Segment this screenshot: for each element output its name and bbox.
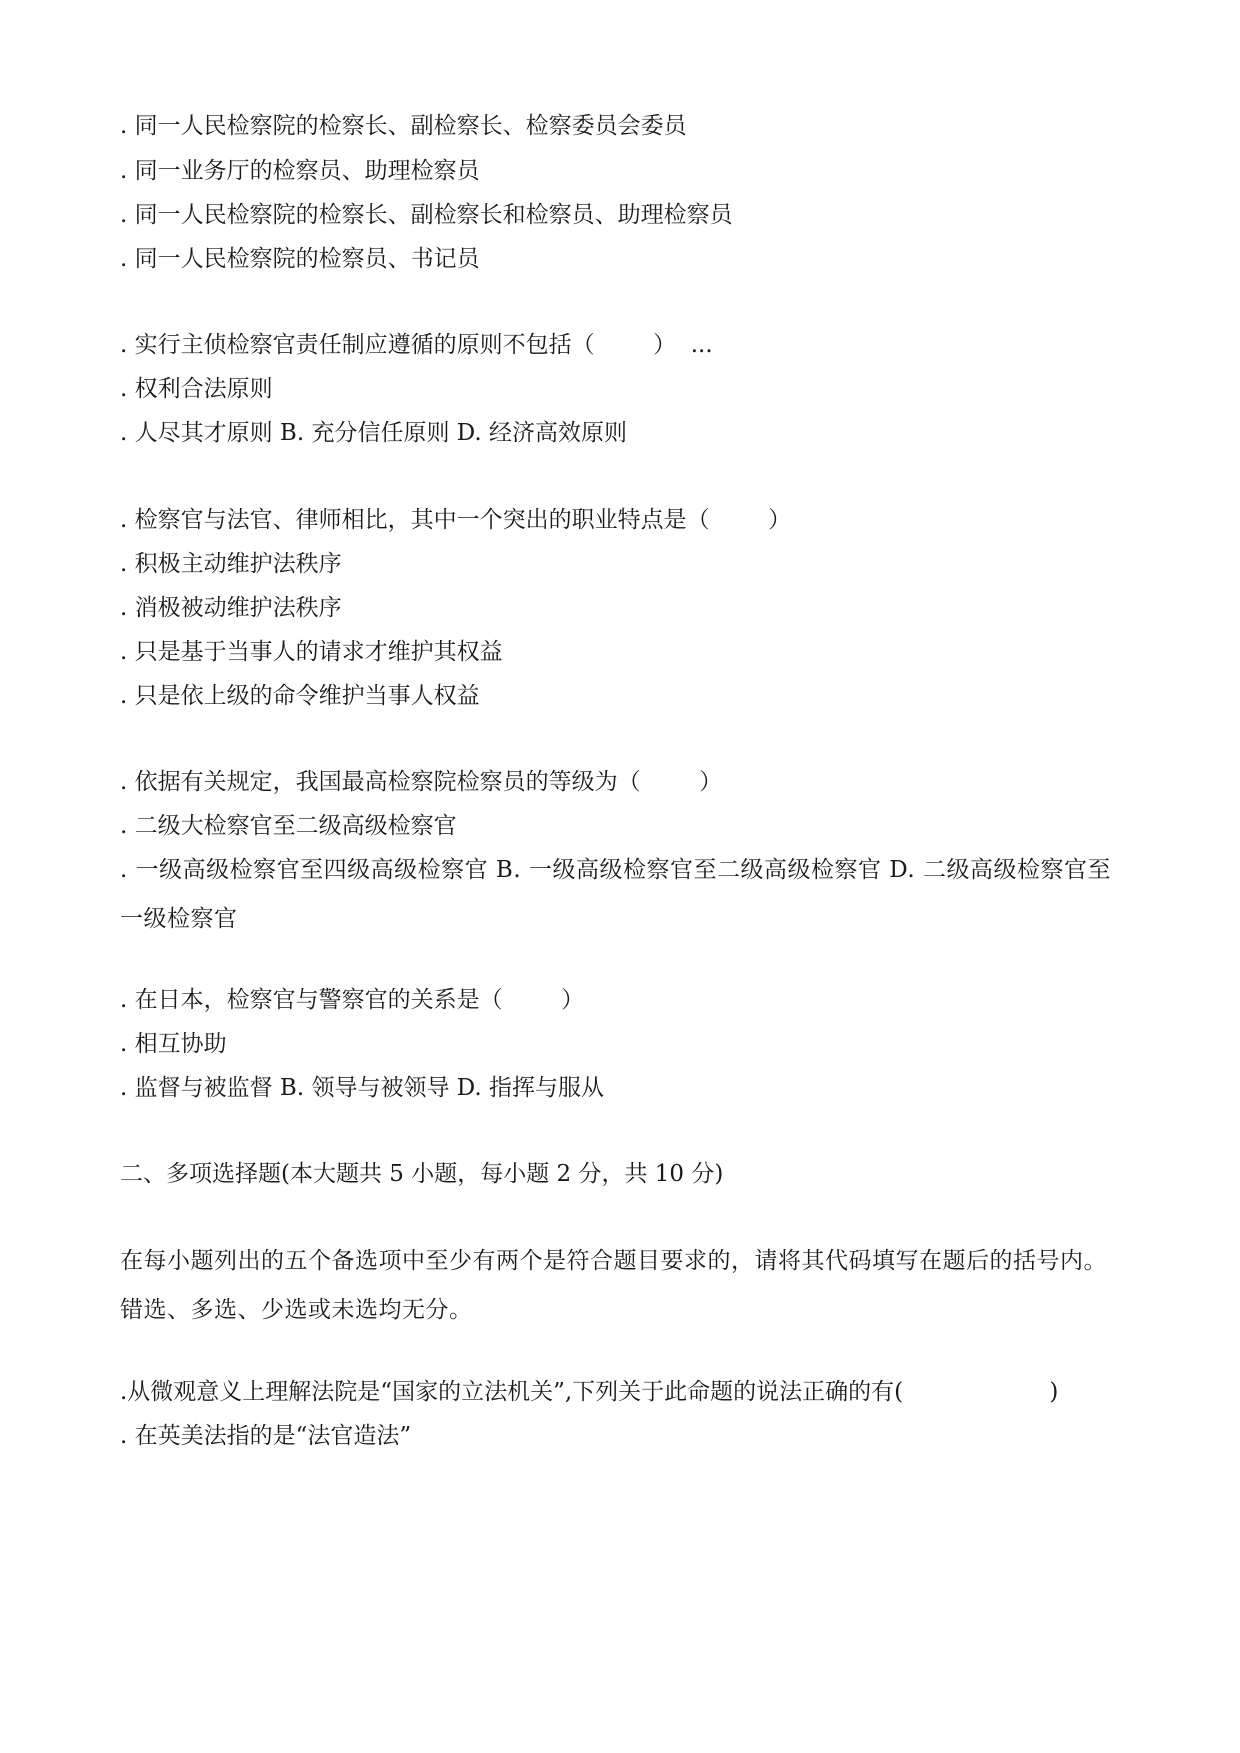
option-line: . 监督与被监督 B. 领导与被领导 D. 指挥与服从 <box>120 1075 605 1101</box>
option-line: . 同一业务厅的检察员、助理检察员 <box>120 158 480 184</box>
option-line: . 一级高级检察官至四级高级检察官 B. 一级高级检察官至二级高级检察官 D. 二级高级检察官至一级检察官 <box>120 857 1112 932</box>
option-line: . 相互协助 <box>120 1031 227 1057</box>
option-line: . 同一人民检察院的检察长、副检察长和检察员、助理检察员 <box>120 202 733 228</box>
option-line: . 积极主动维护法秩序 <box>120 551 342 577</box>
option-line: . 消极被动维护法秩序 <box>120 595 342 621</box>
option-line: . 人尽其才原则 B. 充分信任原则 D. 经济高效原则 <box>120 420 628 446</box>
option-line: . 只是依上级的命令维护当事人权益 <box>120 683 480 709</box>
question-line: . 实行主侦检察官责任制应遵循的原则不包括（ ） ... <box>120 332 713 358</box>
option-line: . 二级大检察官至二级高级检察官 <box>120 813 457 839</box>
option-line: . 权利合法原则 <box>120 376 273 402</box>
section-instructions: 在每小题列出的五个备选项中至少有两个是符合题目要求的，请将其代码填写在题后的括号内。错选、多选、少选或未选均无分。 <box>120 1248 1107 1323</box>
section-heading: 二、多项选择题(本大题共 5 小题，每小题 2 分，共 10 分) <box>120 1161 724 1187</box>
question-line: . 依据有关规定，我国最高检察院检察员的等级为（ ） <box>120 769 723 795</box>
option-line: . 在英美法指的是“法官造法” <box>120 1423 412 1449</box>
option-line: . 同一人民检察院的检察长、副检察长、检察委员会委员 <box>120 113 687 139</box>
question-line: . 检察官与法官、律师相比，其中一个突出的职业特点是（ ） <box>120 507 792 533</box>
question-line: .从微观意义上理解法院是“国家的立法机关”,下列关于此命题的说法正确的有( ) <box>120 1379 1059 1405</box>
option-line: . 只是基于当事人的请求才维护其权益 <box>120 639 503 665</box>
option-line: . 同一人民检察院的检察员、书记员 <box>120 246 480 272</box>
question-line: . 在日本，检察官与警察官的关系是（ ） <box>120 987 585 1013</box>
